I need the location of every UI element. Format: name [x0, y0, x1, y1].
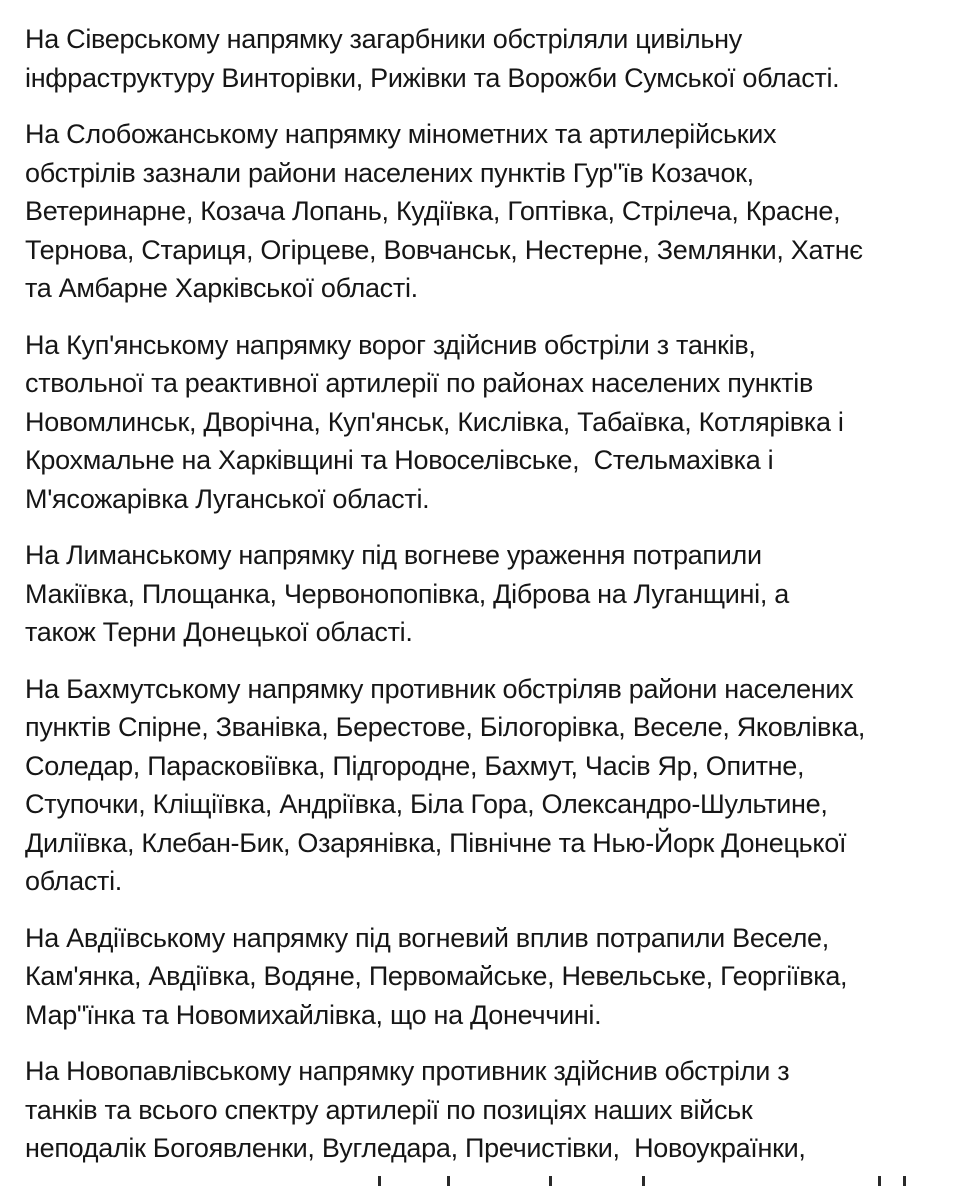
text-line: Мар"їнка та Новомихайлівка, що на Донеччині.: [25, 999, 602, 1030]
text-line: Ступочки, Кліщіївка, Андріївка, Біла Гора, Олександро-Шультине,: [25, 789, 828, 819]
paragraph: [25, 919, 957, 1035]
text-line: На Бахмутському напрямку противник обстріляв райони населених: [25, 673, 854, 704]
text-line: також Терни Донецької області.: [25, 617, 413, 647]
clipped-glyph-tip: [878, 1176, 881, 1186]
text-line: На Слобожанському напрямку мінометних та артилерійських: [25, 119, 777, 149]
text-line: обстрілів зазнали райони населених пунктів Гур"їв Козачок,: [25, 157, 754, 188]
paragraph: [25, 536, 957, 652]
text-line: Тернова, Стариця, Огірцеве, Вовчанськ, Нестерне, Землянки, Хатнє: [25, 234, 863, 265]
text-line: неподалік Богоявленки, Вугледара, Пречистівки, Новоукраїнки,: [25, 1133, 806, 1163]
text-line: Диліївка, Клебан-Бик, Озарянівка, Північне та Нью-Йорк Донецької: [25, 827, 847, 858]
text-line: На Куп'янському напрямку ворог здійснив обстріли з танків,: [25, 329, 756, 360]
paragraph: [25, 670, 957, 901]
paragraph: [25, 1052, 957, 1168]
text-line: Новомлинськ, Дворічна, Куп'янськ, Кислівка, Табаївка, Котлярівка і: [25, 406, 844, 437]
text-line: області.: [25, 866, 123, 896]
text-line: ствольної та реактивної артилерії по районах населених пунктів: [25, 368, 813, 398]
text-line: На Сіверському напрямку загарбники обстріляли цивільну: [25, 24, 742, 54]
text-line: танків та всього спектру артилерії по позиціях наших військ: [25, 1094, 753, 1125]
clipped-glyph-tip: [447, 1176, 450, 1186]
text-line: та Амбарне Харківської області.: [25, 273, 418, 303]
clipped-glyph-tip: [642, 1176, 645, 1186]
text-line: пунктів Спірне, Званівка, Берестове, Білогорівка, Веселе, Яковлівка,: [25, 712, 866, 742]
text-line: Кам'янка, Авдіївка, Водяне, Первомайське, Невельське, Георгіївка,: [25, 961, 848, 991]
text-line: Крохмальне на Харківщині та Новоселівське, Стельмахівка і: [25, 445, 774, 475]
text-line: Соледар, Парасковіївка, Підгородне, Бахмут, Часів Яр, Опитне,: [25, 750, 805, 781]
text-line: Ветеринарне, Козача Лопань, Кудіївка, Гоптівка, Стрілеча, Красне,: [25, 196, 841, 226]
paragraph: [25, 20, 957, 97]
clipped-glyph-tip: [378, 1176, 381, 1186]
paragraph: [25, 115, 957, 308]
text-line: Макіївка, Площанка, Червонопопівка, Діброва на Луганщині, а: [25, 578, 789, 609]
text-line: На Новопавлівському напрямку противник здійснив обстріли з: [25, 1056, 790, 1086]
clipped-glyph-tip: [549, 1176, 552, 1186]
paragraph: [25, 326, 957, 519]
text-line: М'ясожарівка Луганської області.: [25, 483, 430, 514]
text-line: На Авдіївському напрямку під вогневий вплив потрапили Веселе,: [25, 922, 829, 953]
clipped-glyph-tip: [903, 1176, 906, 1186]
text-line: інфраструктуру Винторівки, Рижівки та Ворожби Сумської області.: [25, 62, 840, 93]
text-line: На Лиманському напрямку під вогневе ураження потрапили: [25, 540, 762, 570]
